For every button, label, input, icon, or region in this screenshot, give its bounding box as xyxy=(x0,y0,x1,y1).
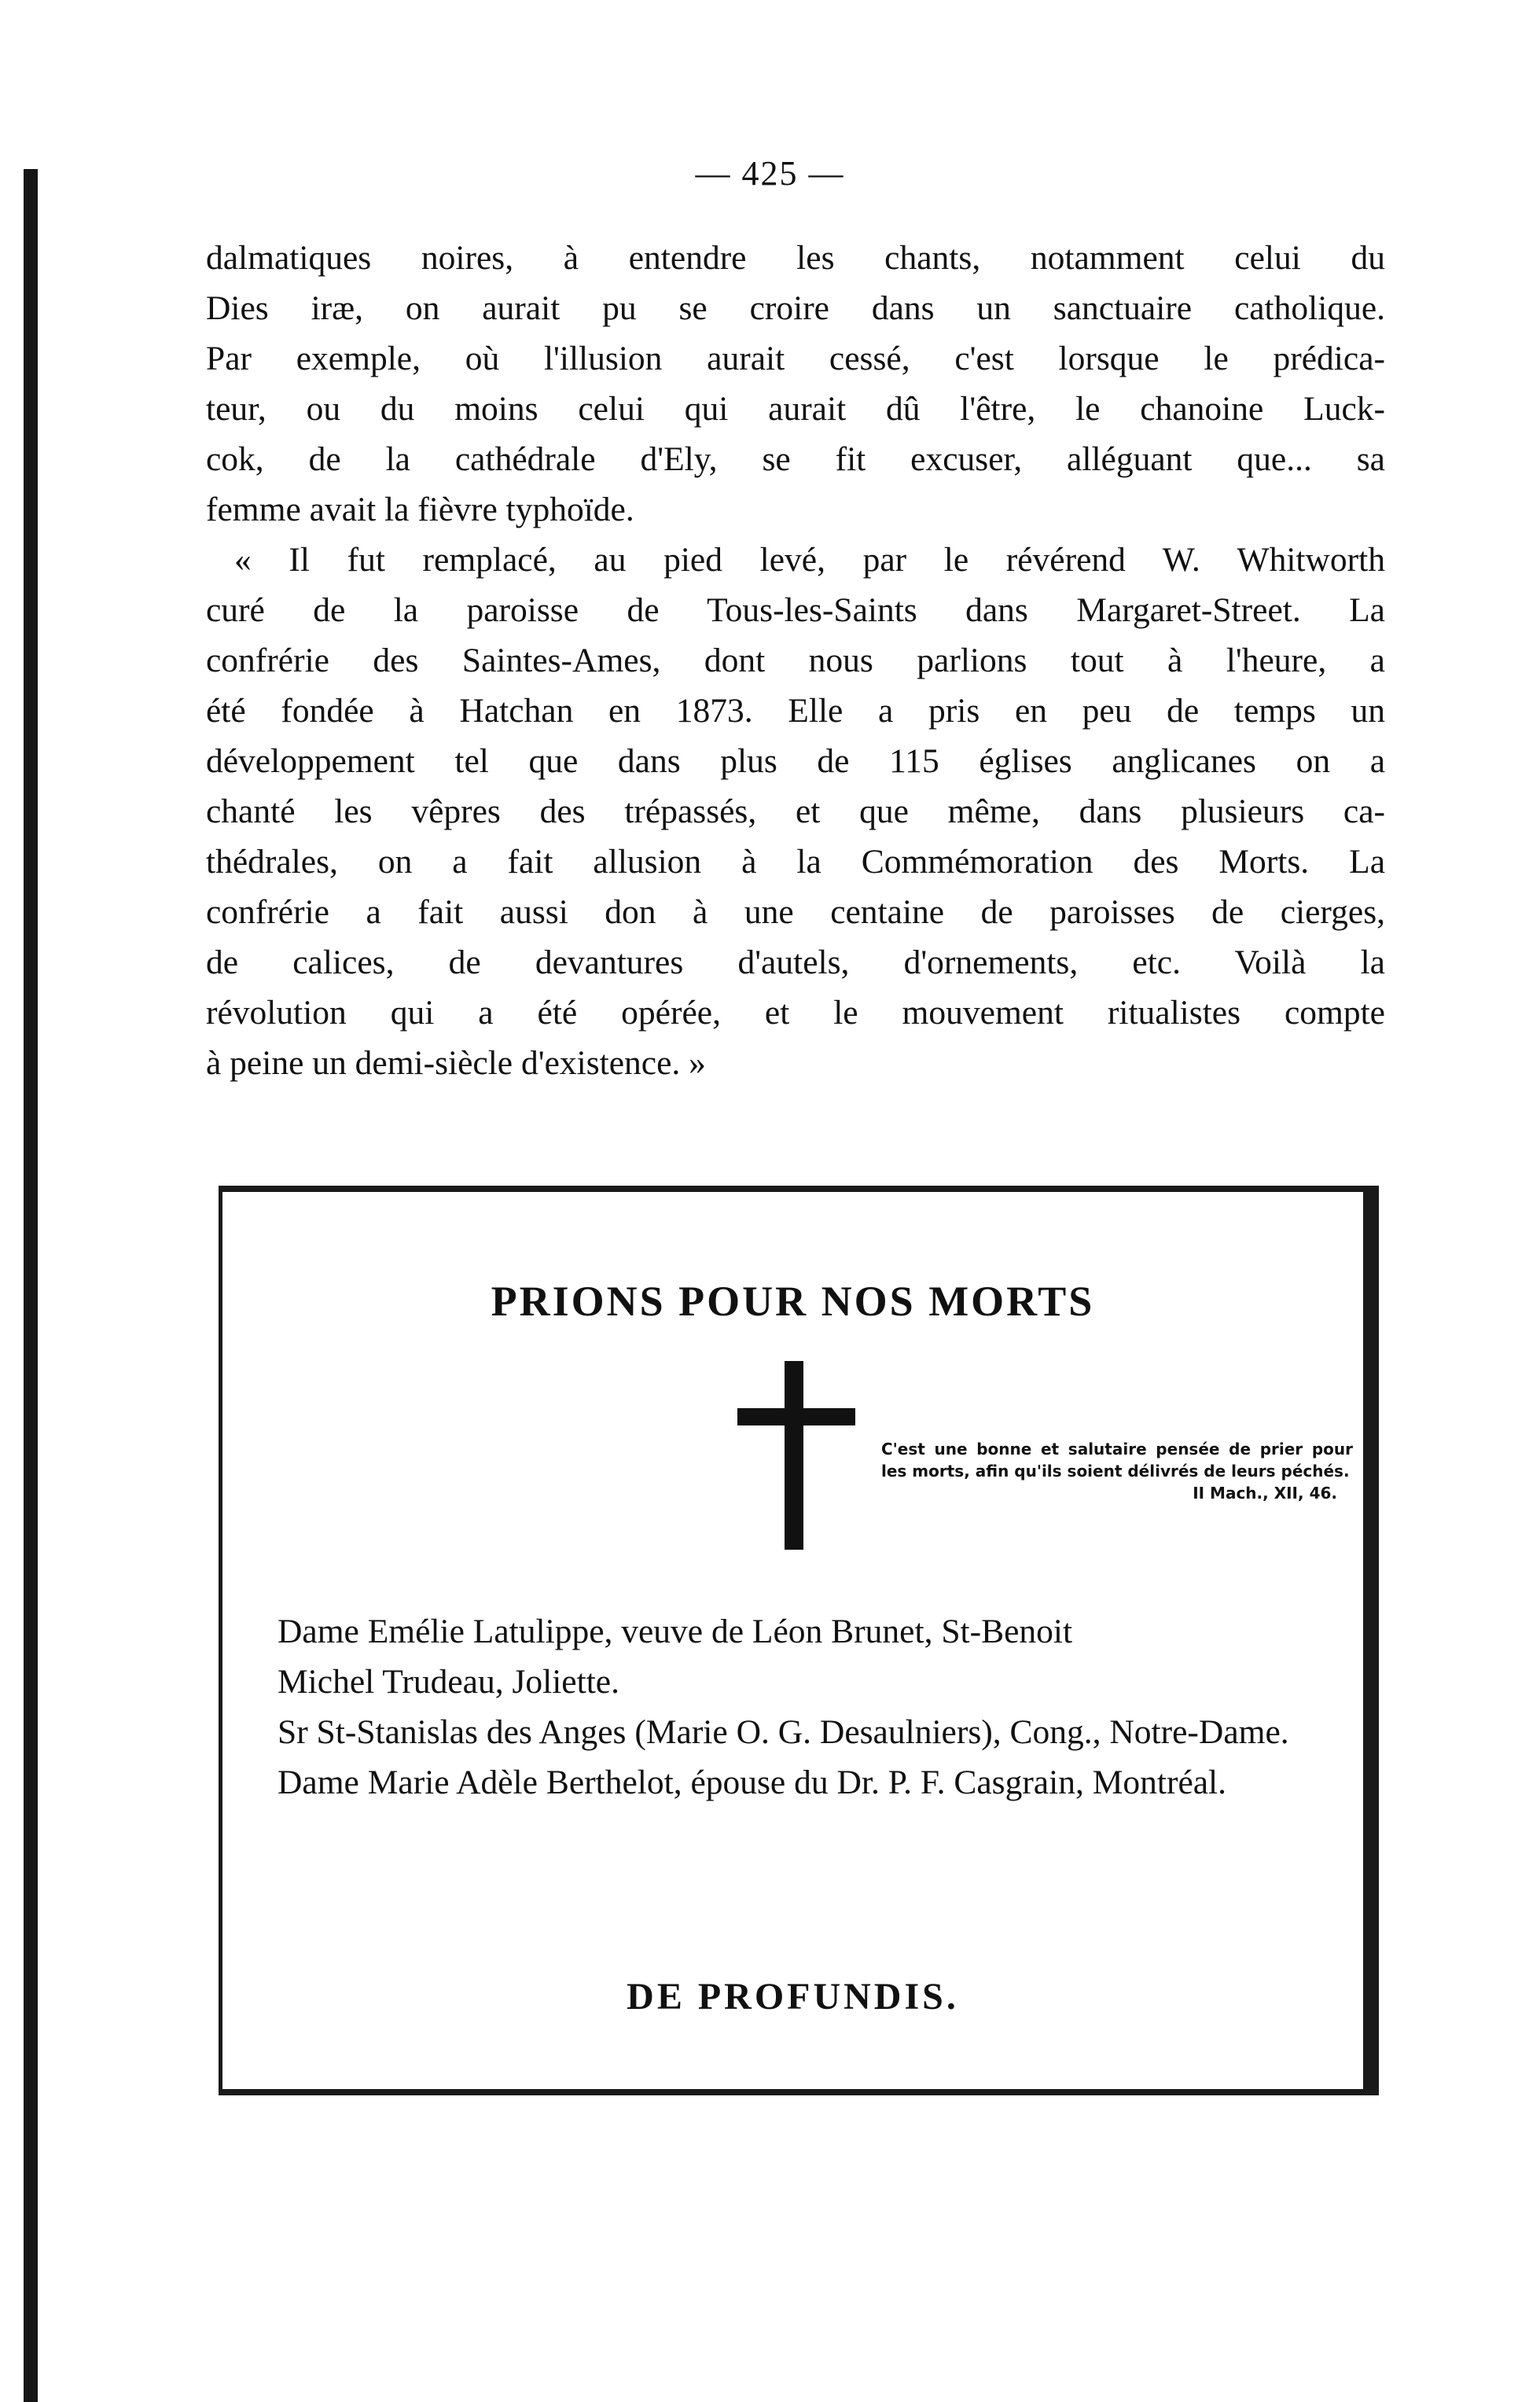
cross-icon xyxy=(737,1361,855,1550)
deceased-entry: Michel Trudeau, Joliette. xyxy=(277,1663,619,1701)
text-line: de calices, de devantures d'autels, d'ornements, etc. Voilà la xyxy=(206,944,1385,981)
notice-title: PRIONS POUR NOS MORTS xyxy=(491,1278,1095,1325)
text-line: révolution qui a été opérée, et le mouvement ritualistes compte xyxy=(206,994,1385,1032)
text-line: chanté les vêpres des trépassés, et que même, dans plusieurs ca- xyxy=(206,793,1385,830)
text-line: Par exemple, où l'illusion aurait cessé, c'est lorsque le prédica- xyxy=(206,340,1385,377)
text-line: Dies iræ, on aurait pu se croire dans un sanctuaire catholique. xyxy=(206,289,1385,327)
scripture-quote xyxy=(881,1438,1353,1504)
quote-text: C'est une bonne et salutaire pensée de prier pour les morts, afin qu'ils soient délivrés de leurs péchés. xyxy=(881,1440,1353,1481)
page-number: — 425 — xyxy=(695,154,845,193)
deceased-entry: Dame Emélie Latulippe, veuve de Léon Brunet, St-Benoit xyxy=(277,1613,1073,1650)
text-line: curé de la paroisse de Tous-les-Saints dans Margaret-Street. La xyxy=(206,591,1385,629)
text-line: femme avait la fièvre typhoïde. xyxy=(206,491,634,528)
memorial-notice-box xyxy=(219,1186,1379,2095)
text-line: été fondée à Hatchan en 1873. Elle a pris en peu de temps un xyxy=(206,692,1385,730)
text-line: confrérie a fait aussi don à une centaine de paroisses de cierges, xyxy=(206,893,1385,931)
page-binding-edge xyxy=(24,169,38,2402)
deceased-list xyxy=(277,1606,1362,1808)
text-line: confrérie des Saintes-Ames, dont nous parlions tout à l'heure, a xyxy=(206,642,1385,679)
text-line: dalmatiques noires, à entendre les chants, notamment celui du xyxy=(206,239,1385,277)
text-line: teur, ou du moins celui qui aurait dû l'être, le chanoine Luck- xyxy=(206,390,1385,428)
text-line: développement tel que dans plus de 115 églises anglicanes on a xyxy=(206,742,1385,780)
text-line: « Il fut remplacé, au pied levé, par le révérend W. Whitworth xyxy=(234,541,1385,579)
deceased-entry: Sr St-Stanislas des Anges (Marie O. G. Desaulniers), Cong., Notre-Dame. xyxy=(277,1713,1289,1751)
text-line: à peine un demi-siècle d'existence. » xyxy=(206,1044,706,1082)
text-line: cok, de la cathédrale d'Ely, se fit excuser, alléguant que... sa xyxy=(206,440,1385,478)
body-paragraph xyxy=(206,233,1385,1088)
deceased-entry: Dame Marie Adèle Berthelot, épouse du Dr. P. F. Casgrain, Montréal. xyxy=(277,1764,1227,1801)
text-line: thédrales, on a fait allusion à la Commémoration des Morts. La xyxy=(206,843,1385,881)
quote-reference: II Mach., XII, 46. xyxy=(1193,1484,1337,1503)
closing-prayer: DE PROFUNDIS. xyxy=(627,1976,959,2018)
